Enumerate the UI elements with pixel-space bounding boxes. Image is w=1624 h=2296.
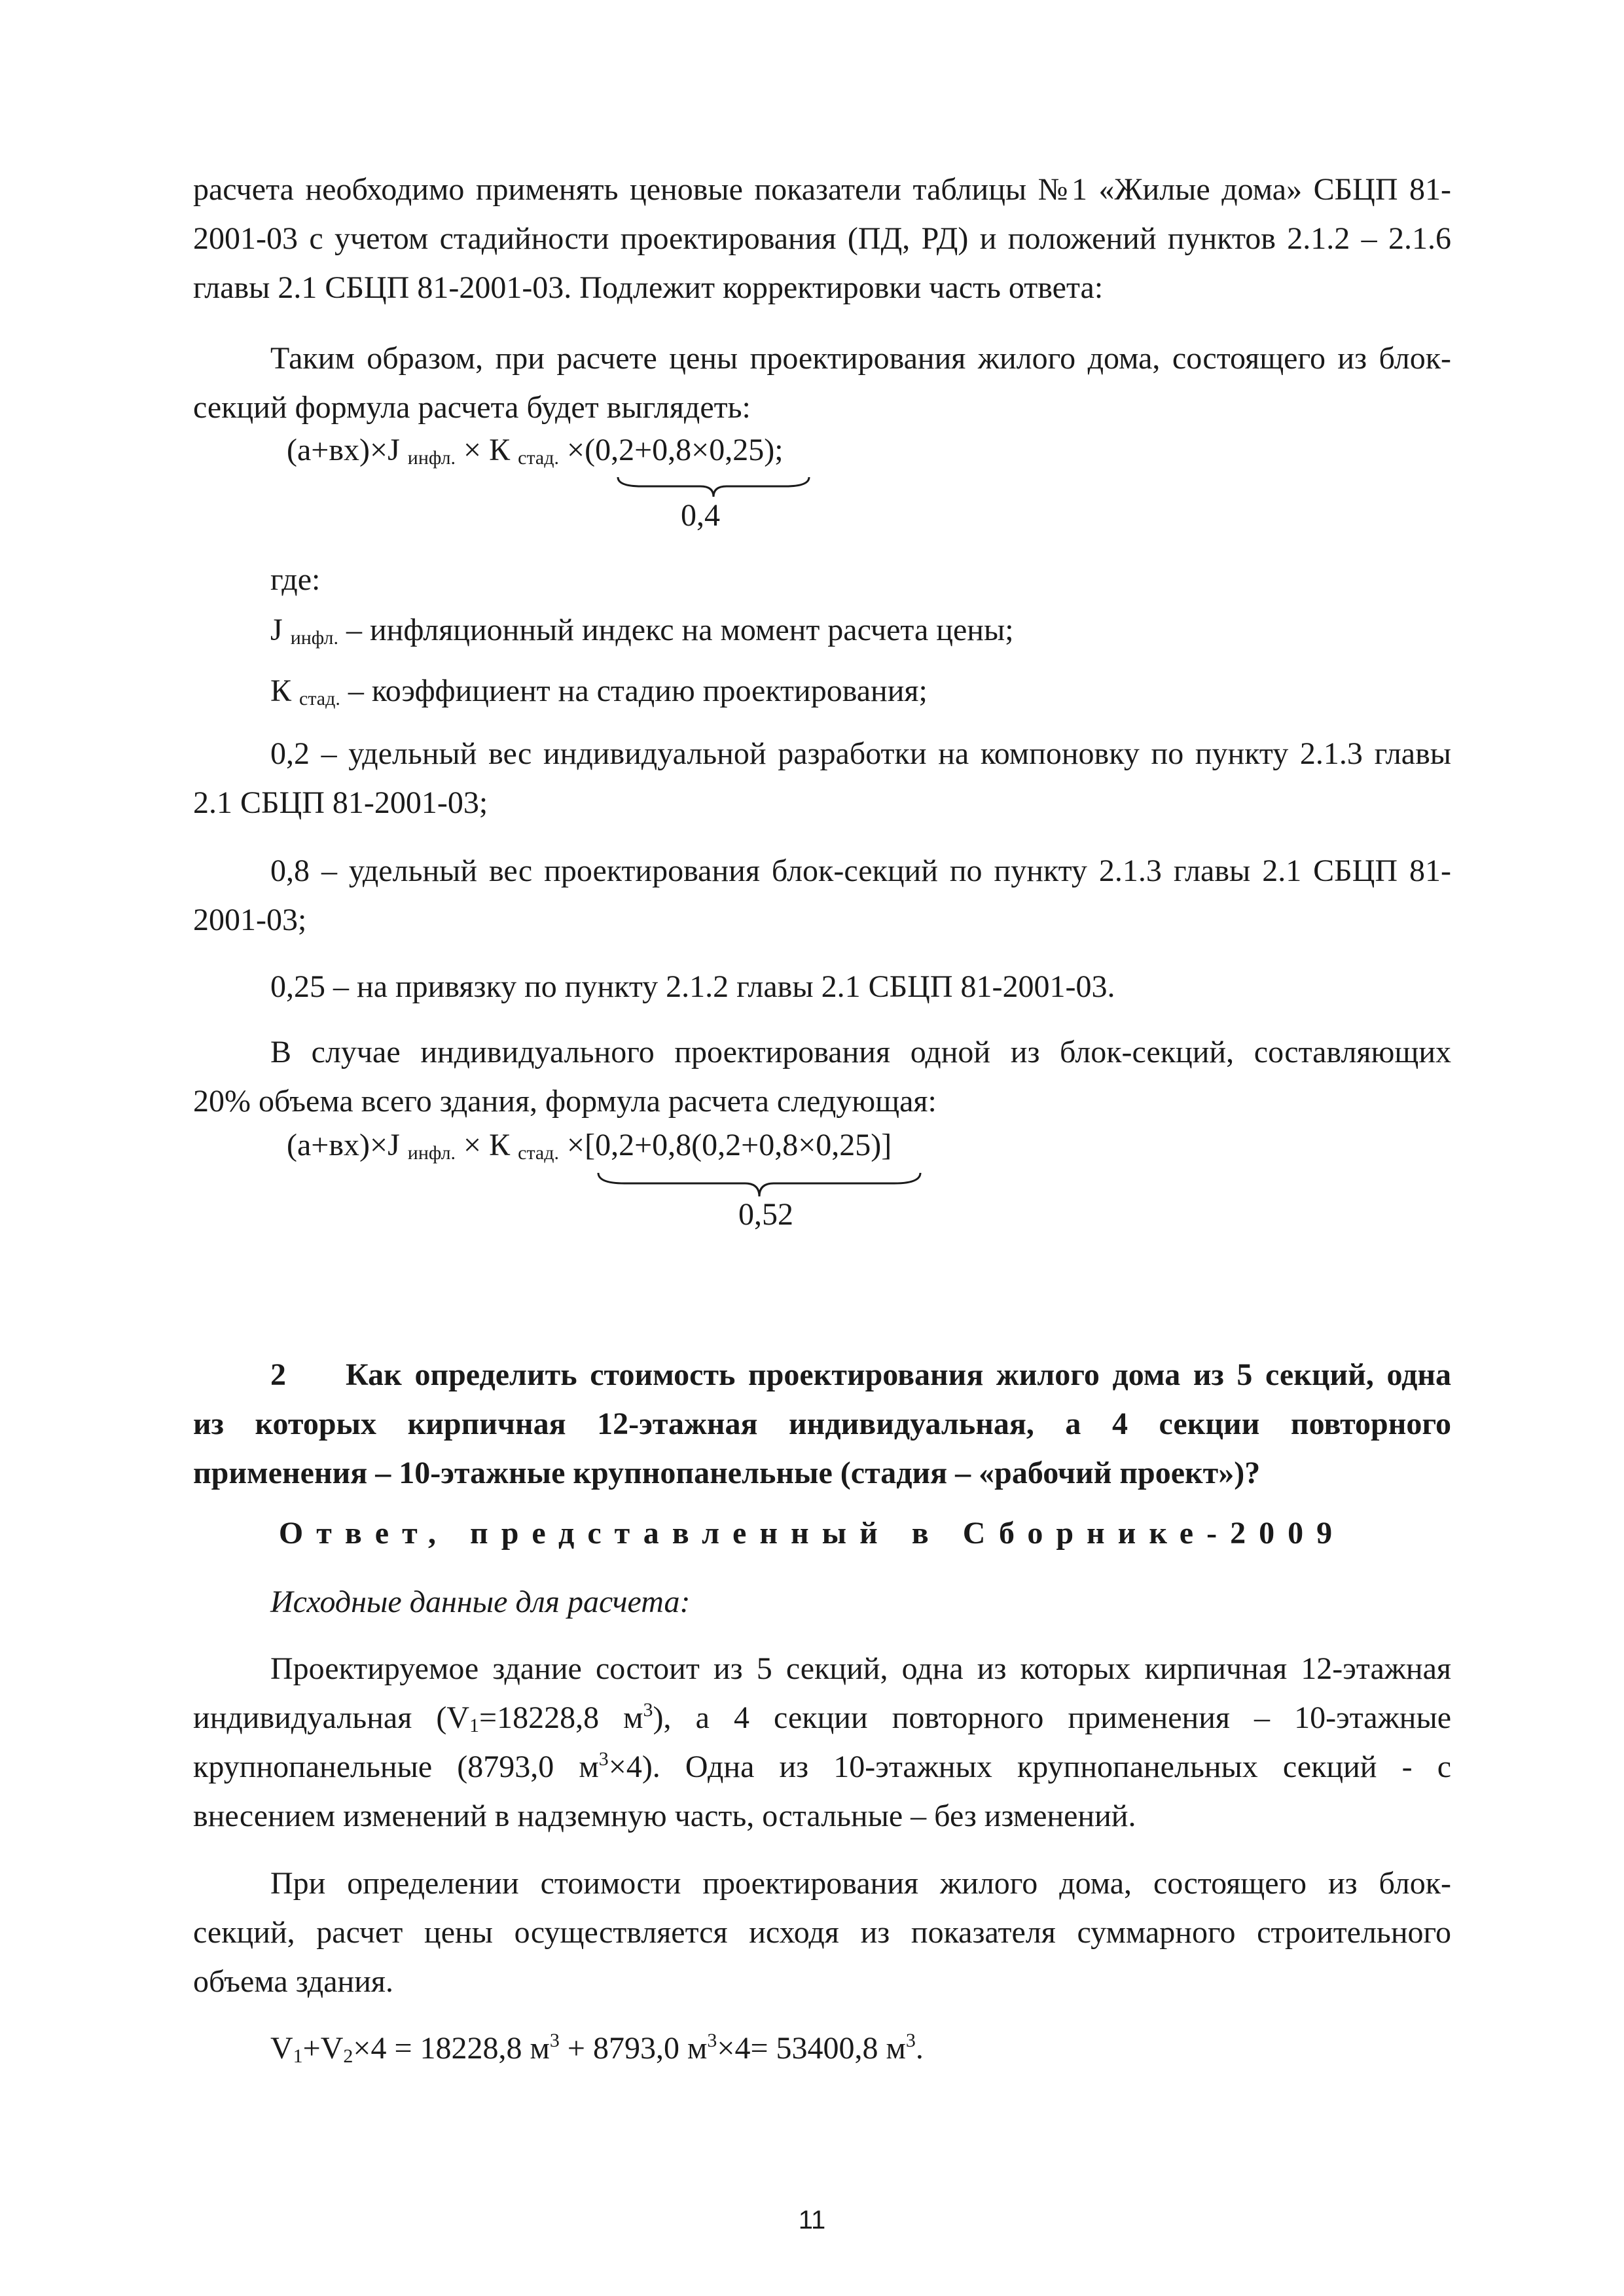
definition-inflation-index: J $_{инфл.}$ – инфляционный индекс на момент расчета цены; bbox=[270, 613, 1014, 649]
total-volume-formula: $V_1+V_2\times 4 = 18228,8$ $м^3 + 8793,0$ $м^3\times 4= 53400,8$ $м^3$. bbox=[270, 2030, 924, 2067]
answer-heading: Ответ, представленный в Сборнике-2009 bbox=[278, 1516, 1346, 1551]
formula-1-braced-term: 0,2+0,8×0,25) bbox=[595, 433, 775, 467]
para4-line2: индивидуальная ($V_1=18228,8$ $м^3$), а 4 секции повторного применения – 10-этажные bbox=[193, 1699, 1451, 1736]
formula-1-result: 0,4 bbox=[681, 498, 720, 533]
formula-1: (а+вх)×J $_{инфл.}$ × К $_{стад.}$ ×(0,2+0,8×0,25); bbox=[287, 433, 784, 469]
formula-2-braced-term: [0,2+0,8(0,2+0,8×0,25)] bbox=[585, 1128, 892, 1162]
para1-line1: расчета необходимо применять ценовые показатели таблицы №1 «Жилые дома» СБЦП 81- bbox=[193, 172, 1451, 207]
definition-0-2-line1: 0,2 – удельный вес индивидуальной разработки на компоновку по пункту 2.1.3 главы bbox=[270, 736, 1451, 771]
para3-line1: В случае индивидуального проектирования одной из блок-секций, составляющих bbox=[270, 1035, 1451, 1069]
question-line2: из которых кирпичная 12-этажная индивидуальная, а 4 секции повторного bbox=[193, 1407, 1451, 1441]
formula-2-result: 0,52 bbox=[738, 1197, 793, 1232]
question-line3: применения – 10-этажные крупнопанельные (стадия – «рабочий проект»)? bbox=[193, 1456, 1261, 1490]
definition-0-8-line1: 0,8 – удельный вес проектирования блок-секций по пункту 2.1.3 главы 2.1 СБЦП 81- bbox=[270, 853, 1451, 888]
formula-2: (а+вх)×J $_{инфл.}$ × К $_{стад.}$ ×[0,2+0,8(0,2+0,8×0,25)] bbox=[287, 1128, 892, 1164]
source-data-label: Исходные данные для расчета: bbox=[270, 1585, 691, 1619]
para5-line1: При определении стоимости проектирования жилого дома, состоящего из блок- bbox=[270, 1866, 1451, 1901]
para2-line1: Таким образом, при расчете цены проектирования жилого дома, состоящего из блок- bbox=[270, 341, 1451, 376]
para4-line4: внесением изменений в надземную часть, остальные – без изменений. bbox=[193, 1799, 1136, 1833]
para2-line2: секций формула расчета будет выглядеть: bbox=[193, 390, 751, 425]
para5-line2: секций, расчет цены осуществляется исходя из показателя суммарного строительного bbox=[193, 1915, 1451, 1950]
where-label: где: bbox=[270, 562, 321, 597]
definition-0-2-line2: 2.1 СБЦП 81-2001-03; bbox=[193, 785, 488, 820]
para4-line1: Проектируемое здание состоит из 5 секций, одна из которых кирпичная 12-этажная bbox=[270, 1651, 1451, 1686]
definition-stage-coefficient: К $_{стад.}$ – коэффициент на стадию проектирования; bbox=[270, 673, 928, 709]
question-number: 2 bbox=[270, 1357, 286, 1392]
para1-line3: главы 2.1 СБЦП 81-2001-03. Подлежит корректировки часть ответа: bbox=[193, 270, 1104, 305]
page-number: 11 bbox=[798, 2206, 826, 2234]
underbrace-1 bbox=[615, 475, 812, 501]
question-line1: Как определить стоимость проектирования жилого дома из 5 секций, одна bbox=[346, 1357, 1451, 1392]
para4-line3: крупнопанельные (8793,0 $м^3\times 4$). Одна из 10-этажных крупнопанельных секций - с bbox=[193, 1748, 1451, 1784]
definition-0-8-line2: 2001-03; bbox=[193, 903, 307, 937]
definition-0-25: 0,25 – на привязку по пункту 2.1.2 главы 2.1 СБЦП 81-2001-03. bbox=[270, 969, 1115, 1004]
para3-line2: 20% объема всего здания, формула расчета следующая: bbox=[193, 1084, 937, 1119]
para1-line2: 2001-03 с учетом стадийности проектирования (ПД, РД) и положений пунктов 2.1.2 – 2.1.6 bbox=[193, 221, 1451, 256]
para5-line3: объема здания. bbox=[193, 1964, 393, 1999]
